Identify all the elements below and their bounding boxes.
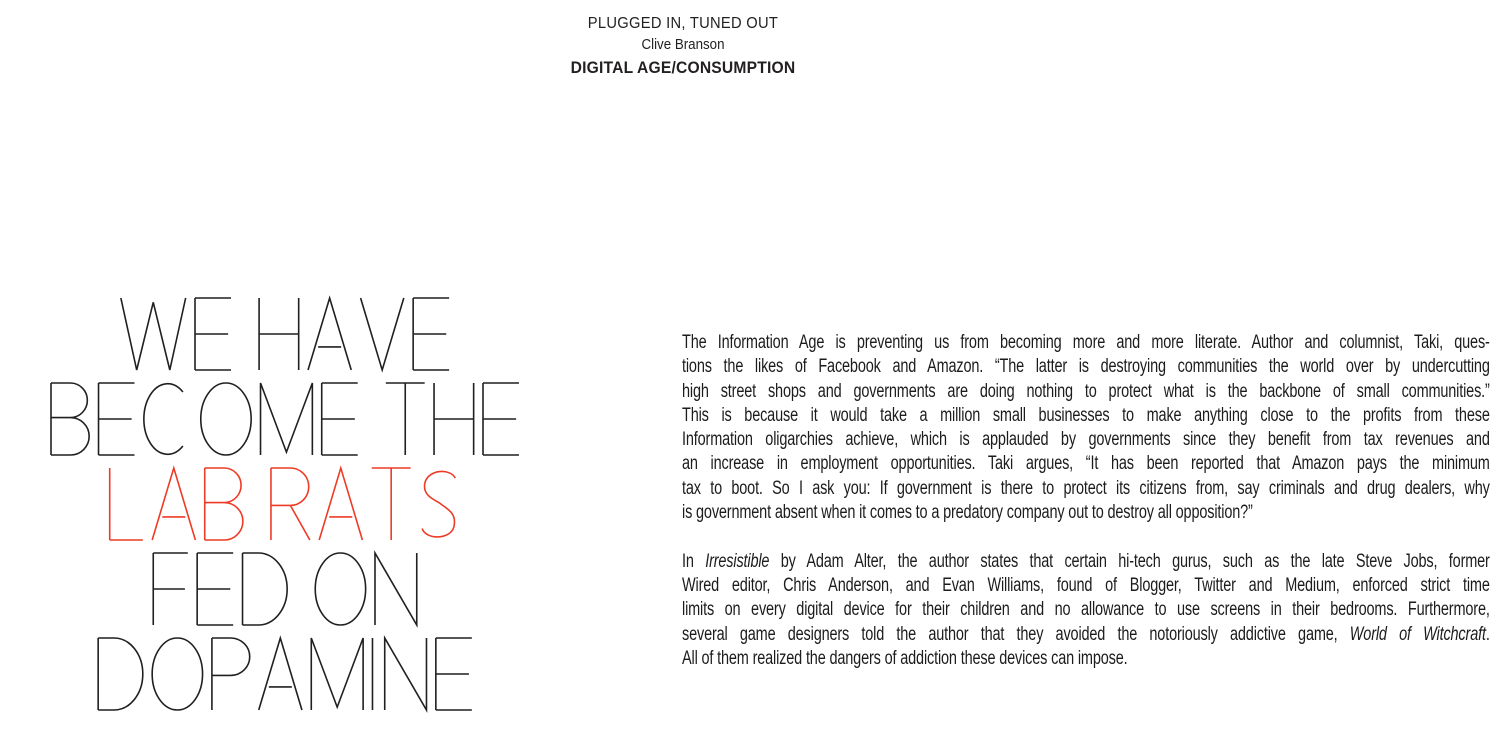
headline-glyph-E: [483, 383, 519, 455]
body-text: is government absent when it comes to a predatory company out to destroy all opposition?”: [682, 502, 1253, 524]
body-line: [682, 550, 1490, 574]
headline-glyph-E: [413, 298, 449, 370]
body-text: several game designers told the author that they avoided the notoriously addictive game,: [682, 623, 1350, 645]
body-line: [682, 380, 1490, 404]
headline-glyph-E: [99, 383, 135, 455]
body-text: Information oligarchies achieve, which is applauded by governments since they benefit from tax revenues and: [682, 429, 1490, 451]
headline-glyph-O: [201, 383, 251, 455]
headline-line: [153, 553, 417, 625]
body-line: [682, 404, 1490, 428]
headline-glyph-T: [386, 383, 425, 455]
body-line: [682, 598, 1490, 622]
headline-glyph-R: [271, 468, 310, 540]
body-line: [682, 623, 1490, 647]
paragraph: [682, 331, 1490, 525]
headline-glyph-E: [197, 553, 233, 625]
body-text: .: [1485, 623, 1490, 645]
body-line: [682, 428, 1490, 452]
body-line: [682, 574, 1490, 598]
headline-glyph-M: [311, 638, 363, 710]
article-title: PLUGGED IN, TUNED OUT: [587, 15, 779, 32]
article-author: Clive Branson: [641, 37, 725, 53]
headline-glyph-A: [152, 468, 195, 540]
body-text: tions the likes of Facebook and Amazon. “The latter is destroying communities the world over by undercutting: [682, 356, 1490, 378]
headline-glyph-A: [319, 468, 362, 540]
headline-line: [51, 383, 519, 455]
headline-glyph-D: [98, 638, 143, 710]
paragraph: [682, 550, 1490, 671]
headline-line: [98, 638, 472, 710]
body-line: [682, 647, 1490, 671]
headline-glyph-E: [436, 638, 472, 710]
headline-glyph-E: [322, 383, 358, 455]
headline-line: [110, 468, 461, 540]
headline-glyph-P: [212, 638, 250, 710]
headline-glyph-N: [385, 638, 427, 710]
italic-text: Irresistible: [705, 550, 770, 572]
headline-glyph-A: [308, 298, 351, 370]
headline-glyph-B: [51, 383, 89, 455]
headline-glyph-C: [144, 384, 183, 455]
body-text: This is because it would take a million small businesses to make anything close to the profits from these: [682, 404, 1490, 426]
body-text: limits on every digital device for their children and no allowance to use screens in their bedrooms. Furthermore,: [682, 599, 1490, 621]
headline-glyph-O: [152, 638, 202, 710]
headline-glyph-T: [372, 468, 411, 540]
article-body: [682, 331, 1490, 671]
body-text: All of them realized the dangers of addiction these devices can impose.: [682, 647, 1128, 669]
headline-glyph-H: [434, 383, 474, 455]
headline: [0, 0, 570, 750]
headline-glyph-S: [422, 471, 455, 536]
article-category: DIGITAL AGE/CONSUMPTION: [570, 58, 796, 77]
body-text: The Information Age is preventing us from becoming more and more literate. Author and columnist, Taki, ques-: [682, 332, 1490, 353]
headline-glyph-V: [361, 298, 404, 370]
headline-glyph-N: [375, 553, 417, 625]
body-line: [682, 331, 1490, 355]
headline-glyph-H: [259, 298, 299, 370]
headline-glyph-M: [261, 383, 313, 455]
headline-glyph-W: [121, 298, 186, 370]
body-line: [682, 452, 1490, 476]
headline-glyph-L: [110, 468, 143, 540]
body-text: Wired editor, Chris Anderson, and Evan Williams, found of Blogger, Twitter and Medium, enforced strict time: [682, 574, 1490, 596]
body-text: an increase in employment opportunities. Taki argues, “It has been reported that Amazon pays the minimum: [682, 453, 1490, 475]
headline-glyph-E: [195, 298, 231, 370]
headline-glyph-F: [153, 553, 188, 625]
headline-glyph-B: [205, 468, 243, 540]
body-text: tax to boot. So I ask you: If government is there to protect its citizens from, say criminals and drug dealers, why: [682, 477, 1490, 499]
headline-line: [121, 298, 449, 370]
body-line: [682, 355, 1490, 379]
body-line: [682, 477, 1490, 501]
body-text: by Adam Alter, the author states that certain hi-tech gurus, such as the late Steve Jobs, former: [769, 550, 1490, 572]
headline-glyph-D: [243, 553, 288, 625]
body-line: [682, 501, 1490, 525]
article-header: [571, 13, 796, 79]
headline-glyph-O: [315, 553, 365, 625]
italic-text: World of Witchcraft: [1349, 623, 1486, 645]
body-text: high street shops and governments are doing nothing to protect what is the backbone of small communities.”: [682, 380, 1490, 402]
body-text: In: [682, 550, 706, 572]
headline-glyph-A: [259, 638, 302, 710]
headline-glyph-I: [372, 638, 375, 710]
